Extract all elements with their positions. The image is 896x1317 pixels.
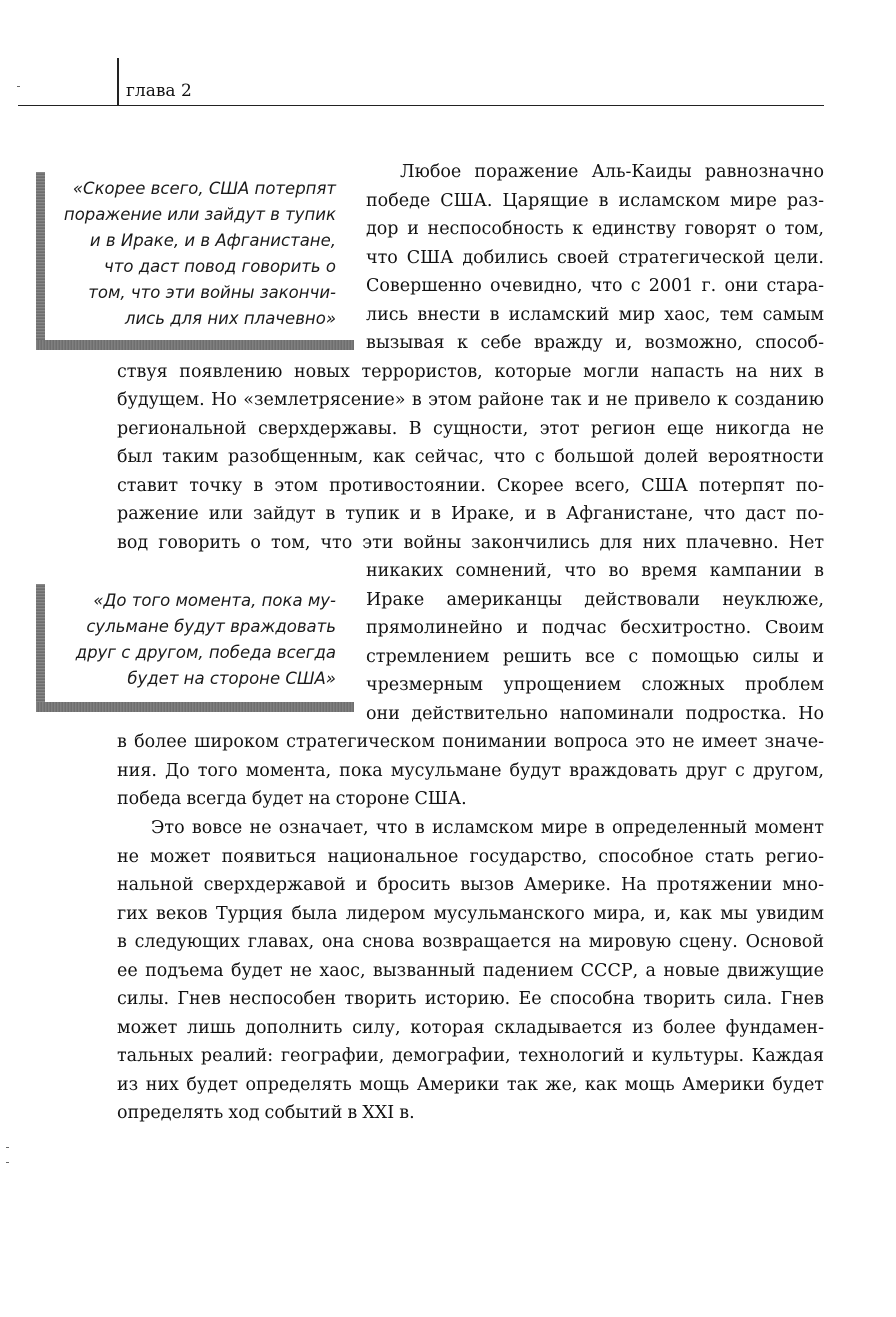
pull-quote-1 bbox=[36, 172, 354, 350]
paragraph-2 bbox=[117, 814, 824, 1128]
margin-mark bbox=[17, 86, 20, 87]
text-line: в более широком стратегическом понимании вопроса это не имеет значе- bbox=[117, 732, 824, 752]
pull-quote-bar bbox=[36, 172, 45, 350]
pull-quote-2 bbox=[36, 584, 354, 712]
text-line: тальных реалий: географии, демографии, технологий и культуры. Каждая bbox=[117, 1046, 824, 1066]
text-line: лись внести в исламский мир хаос, тем самым bbox=[366, 304, 824, 325]
text-line: ствуя появлению новых террористов, которые могли напасть на них в bbox=[117, 361, 824, 382]
text-line: прямолинейно и подчас бесхитростно. Своим bbox=[366, 618, 824, 638]
text-line: стремлением решить все с помощью силы и bbox=[366, 646, 824, 667]
text-line: они действительно напоминали подростка. Но bbox=[366, 703, 824, 724]
text-line: Ираке американцы действовали неуклюже, bbox=[366, 589, 824, 610]
text-line: Любое поражение Аль-Каиды равнозначно bbox=[400, 162, 824, 182]
text-line: может лишь дополнить силу, которая складывается из более фундамен- bbox=[117, 1017, 824, 1038]
paragraph-1-wide bbox=[117, 358, 824, 558]
running-header: глава 2 bbox=[126, 81, 192, 101]
pull-quote-underline bbox=[36, 340, 354, 350]
text-line: из них будет определять мощь Америки так же, как мощь Америки будет bbox=[117, 1074, 824, 1095]
pull-quote-text: «До того момента, пока му- сульмане будут враждовать друг с другом, победа всегда будет на стороне США» bbox=[75, 591, 336, 688]
text-line: будущем. Но «землетрясение» в этом районе так и не привело к созданию bbox=[117, 390, 824, 410]
text-line: определять ход событий в XXI в. bbox=[117, 1103, 415, 1123]
text-line: ее подъема будет не хаос, вызванный падением СССР, а новые движущие bbox=[117, 960, 824, 981]
text-line: не может появиться национальное государство, способное стать регио- bbox=[117, 846, 824, 867]
pull-quote-bar bbox=[36, 584, 45, 712]
text-line: вод говорить о том, что эти войны закончились для них плачевно. Нет bbox=[117, 532, 824, 553]
text-line: что США добились своей стратегической цели. bbox=[366, 247, 824, 268]
text-line: чрезмерным упрощением сложных проблем bbox=[366, 675, 824, 695]
text-line: был таким разобщенным, как сейчас, что с большой долей вероятности bbox=[117, 447, 824, 467]
text-line: нальной сверхдержавой и бросить вызов Америке. На протяжении мно- bbox=[117, 875, 824, 895]
text-line: победе США. Царящие в исламском мире раз- bbox=[366, 190, 824, 211]
margin-mark bbox=[6, 1147, 9, 1148]
text-line: дор и неспособность к единству говорят о том, bbox=[366, 219, 824, 239]
pull-quote-text: «Скорее всего, США потерпят поражение или зайдут в тупик и в Ираке, и в Афганистане, что даст повод говорить о том, что эти войны закончи- лись для них плачевно» bbox=[63, 179, 336, 328]
margin-mark bbox=[6, 1162, 9, 1163]
text-line: региональной сверхдержавы. В сущности, этот регион еще никогда не bbox=[117, 418, 824, 439]
paragraph-1-narrow-2 bbox=[366, 557, 824, 728]
text-line: победа всегда будет на стороне США. bbox=[117, 789, 467, 809]
text-line: Совершенно очевидно, что с 2001 г. они стара- bbox=[366, 276, 824, 296]
text-line: ражение или зайдут в тупик и в Ираке, и в Афганистане, что даст по- bbox=[117, 504, 824, 524]
text-line: ставит точку в этом противостоянии. Скорее всего, США потерпят по- bbox=[117, 475, 824, 496]
paragraph-1-wide-2 bbox=[117, 728, 824, 814]
text-line: вызывая к себе вражду и, возможно, способ- bbox=[366, 333, 824, 353]
text-line: никаких сомнений, что во время кампании в bbox=[366, 561, 824, 581]
text-line: силы. Гнев неспособен творить историю. Ее способна творить сила. Гнев bbox=[117, 989, 824, 1009]
text-line: гих веков Турция была лидером мусульманского мира, и, как мы увидим bbox=[117, 903, 824, 924]
pull-quote-underline bbox=[36, 702, 354, 712]
header-vertical-rule bbox=[117, 58, 119, 106]
paragraph-1-narrow bbox=[366, 158, 824, 358]
header-horizontal-rule bbox=[18, 105, 824, 106]
text-line: ния. До того момента, пока мусульмане будут враждовать друг с другом, bbox=[117, 760, 824, 781]
text-line: Это вовсе не означает, что в исламском мире в определенный момент bbox=[151, 818, 824, 838]
text-line: в следующих главах, она снова возвращается на мировую сцену. Основой bbox=[117, 932, 824, 952]
